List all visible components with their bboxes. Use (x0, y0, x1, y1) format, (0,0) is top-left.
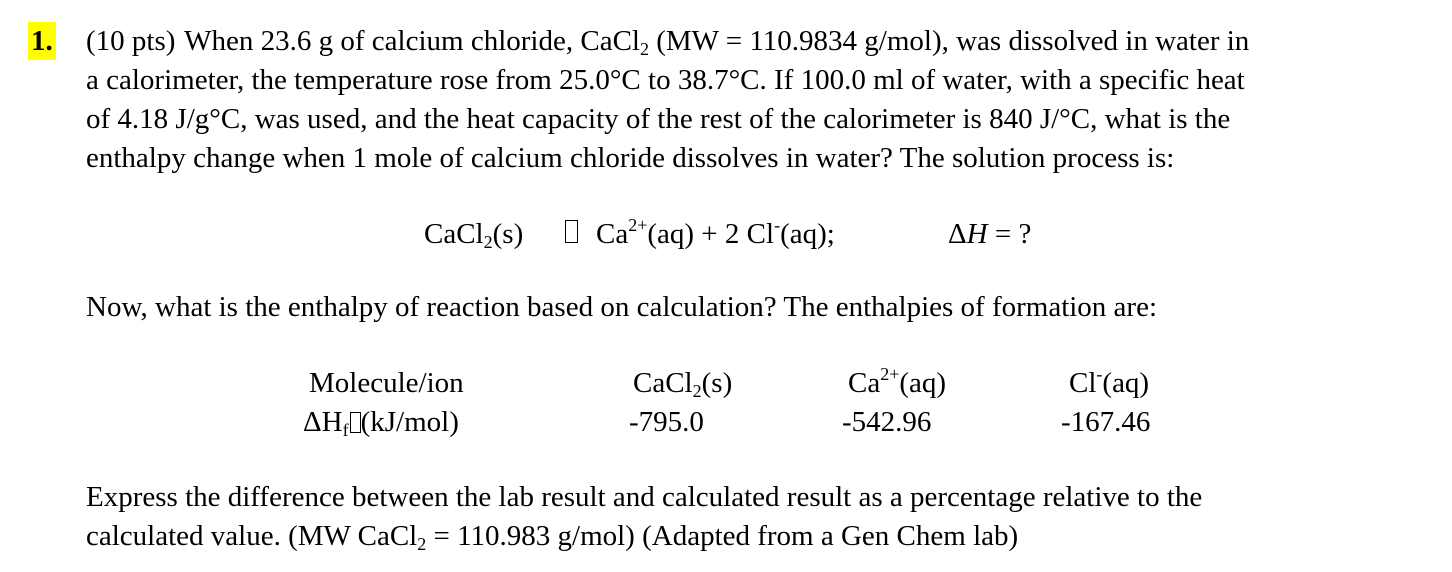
now-question: Now, what is the enthalpy of reaction based on calculation? The enthalpies of formation are: (86, 291, 1158, 323)
question-number: 1. (28, 22, 56, 60)
delta-symbol: Δ (948, 218, 967, 250)
reactant-state: (s) (492, 218, 524, 250)
table-value-cl: -167.46 (1061, 406, 1151, 438)
equation-products (596, 215, 835, 253)
superscript: 2+ (628, 215, 648, 235)
row-label-units: (kJ/mol) (360, 406, 459, 438)
equation-reactant (424, 215, 523, 253)
superscript: 2+ (880, 364, 900, 384)
product-state: (aq); (780, 218, 835, 250)
subscript: 2 (483, 232, 493, 252)
product-text: (aq) + 2 Cl (647, 218, 775, 250)
table-row-label (303, 403, 459, 441)
table-species-ca (848, 364, 946, 402)
superscript: - (1096, 364, 1103, 384)
species-formula: CaCl (633, 367, 693, 399)
question-line-1 (86, 22, 1436, 61)
enthalpy-symbol: H (966, 218, 988, 250)
table-header-label: Molecule/ion (309, 367, 464, 399)
species-state: (aq) (899, 367, 947, 399)
table-species-cacl2 (633, 364, 732, 402)
points-label: (10 pts) (86, 25, 176, 57)
express-line-1: Express the difference between the lab result and calculated result as a percentage relative to the (86, 481, 1203, 513)
species-state: (s) (701, 367, 733, 399)
reaction-arrow-icon (565, 220, 578, 243)
question-text (86, 22, 1436, 178)
table-species-cl (1069, 364, 1149, 402)
express-line-2 (86, 517, 1436, 556)
delta-h-expression (948, 215, 1031, 253)
species-formula: Cl (1069, 367, 1097, 399)
express-line-2-text-a: calculated value. (MW CaCl (86, 520, 418, 552)
superscript: - (774, 215, 781, 235)
missing-glyph-icon (350, 412, 361, 433)
product-calcium: Ca (596, 218, 629, 250)
question-line-4: enthalpy change when 1 mole of calcium chloride dissolves in water? The solution process is: (86, 142, 1175, 174)
question-line-1-text-b: (MW = 110.9834 g/mol), was dissolved in water in (648, 25, 1250, 57)
question-line-2: a calorimeter, the temperature rose from 25.0°C to 38.7°C. If 100.0 ml of water, with a specific heat (86, 64, 1245, 96)
express-instruction (86, 478, 1436, 556)
row-label-text: ΔH (303, 406, 343, 438)
subscript: 2 (692, 381, 702, 401)
subscript: 2 (417, 534, 427, 554)
subscript: f (342, 420, 349, 440)
question-line-3: of 4.18 J/g°C, was used, and the heat capacity of the rest of the calorimeter is 840 J/°C, what is the (86, 103, 1231, 135)
species-state: (aq) (1102, 367, 1150, 399)
table-value-cacl2: -795.0 (629, 406, 704, 438)
express-line-2-text-b: = 110.983 g/mol) (Adapted from a Gen Chem lab) (426, 520, 1019, 552)
reactant-formula: CaCl (424, 218, 484, 250)
delta-h-value: = ? (987, 218, 1032, 250)
subscript: 2 (639, 39, 649, 59)
question-line-1-text-a: When 23.6 g of calcium chloride, CaCl (177, 25, 640, 57)
table-value-ca: -542.96 (842, 406, 932, 438)
species-formula: Ca (848, 367, 881, 399)
